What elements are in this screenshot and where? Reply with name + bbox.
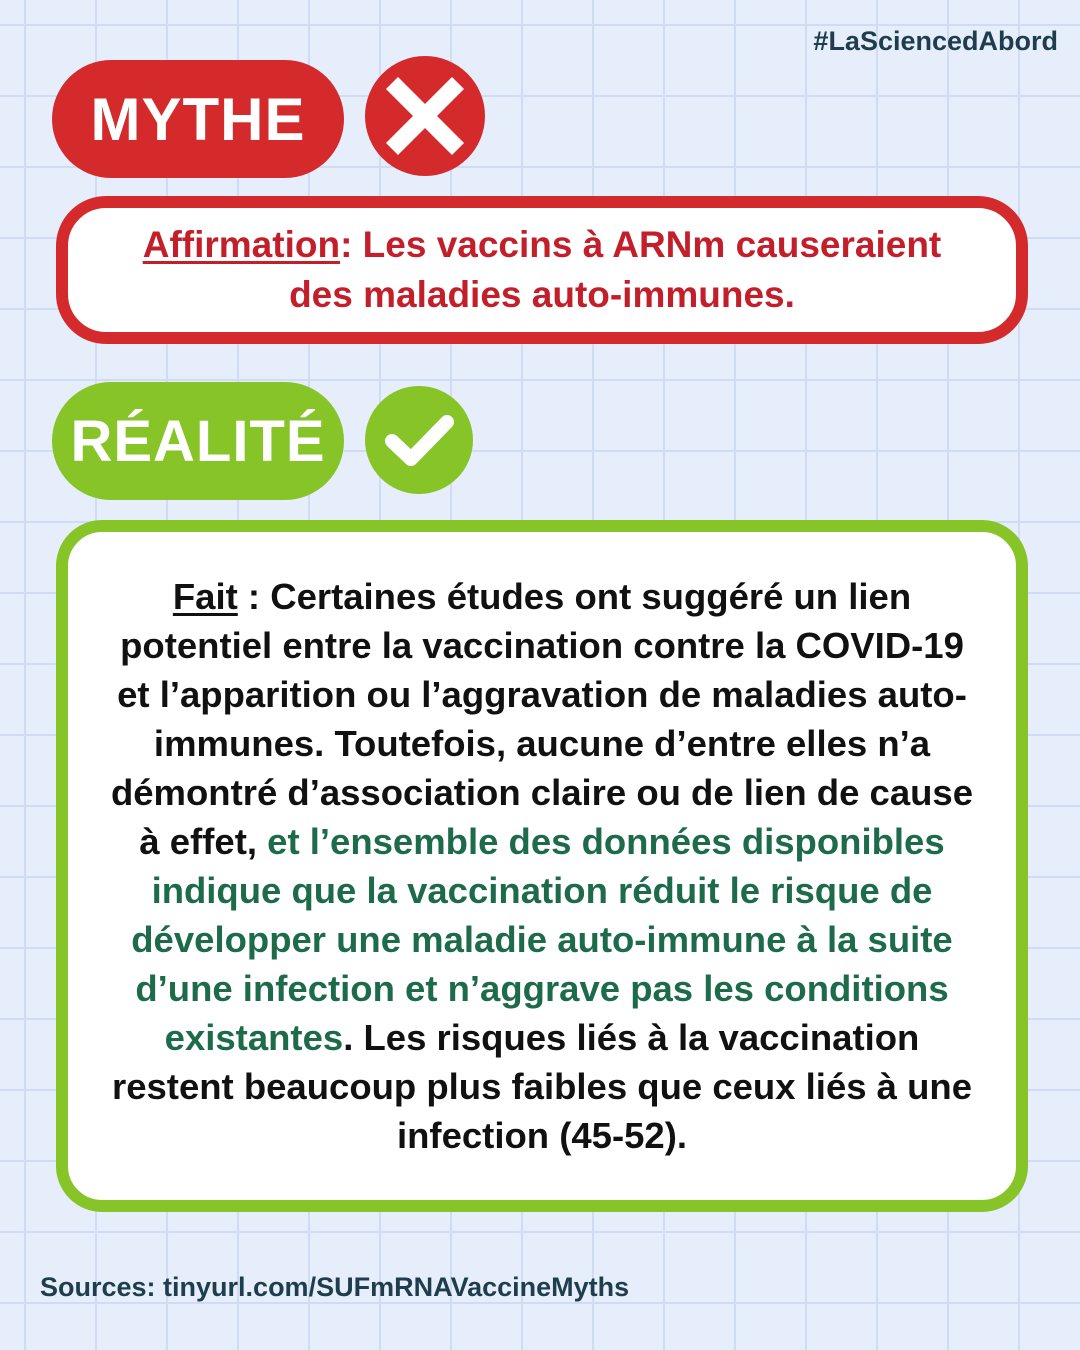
- fact-highlight: et l’ensemble des données disponibles indique que la vaccination réduit le risque de développer une maladie auto-immune à la suite d’une infection et n’aggrave pas les conditions existantes: [131, 821, 953, 1058]
- fact-label: Fait: [172, 576, 238, 617]
- claim-text-block: [128, 220, 956, 320]
- fact-text-block: [108, 572, 976, 1160]
- myth-label: MYTHE: [90, 85, 306, 153]
- fact-intro: : Certaines études ont suggéré un lien potentiel entre la vaccination contre la COVID-19 et l’apparition ou l’aggravation de maladies auto-immunes. Toutefois, aucune d’entre elles n’a démontré d’association claire ou de lien de cause à effet,: [110, 576, 974, 862]
- hashtag: #LaSciencedAbord: [813, 26, 1058, 56]
- check-icon: [365, 386, 473, 494]
- sources-link[interactable]: Sources: tinyurl.com/SUFmRNAVaccineMyths: [40, 1272, 630, 1302]
- fact-box: [56, 520, 1028, 1212]
- fact-end: . Les risques liés à la vaccination restent beaucoup plus faibles que ceux liés à une infection (45-52).: [111, 1017, 973, 1156]
- x-icon: [365, 56, 485, 176]
- myth-badge: [52, 60, 344, 178]
- claim-text: : Les vaccins à ARNm causeraient des maladies auto-immunes.: [289, 224, 942, 315]
- claim-label: Affirmation: [142, 224, 341, 265]
- reality-label: RÉALITÉ: [70, 408, 326, 474]
- claim-box: [56, 196, 1028, 344]
- reality-badge: [52, 382, 344, 500]
